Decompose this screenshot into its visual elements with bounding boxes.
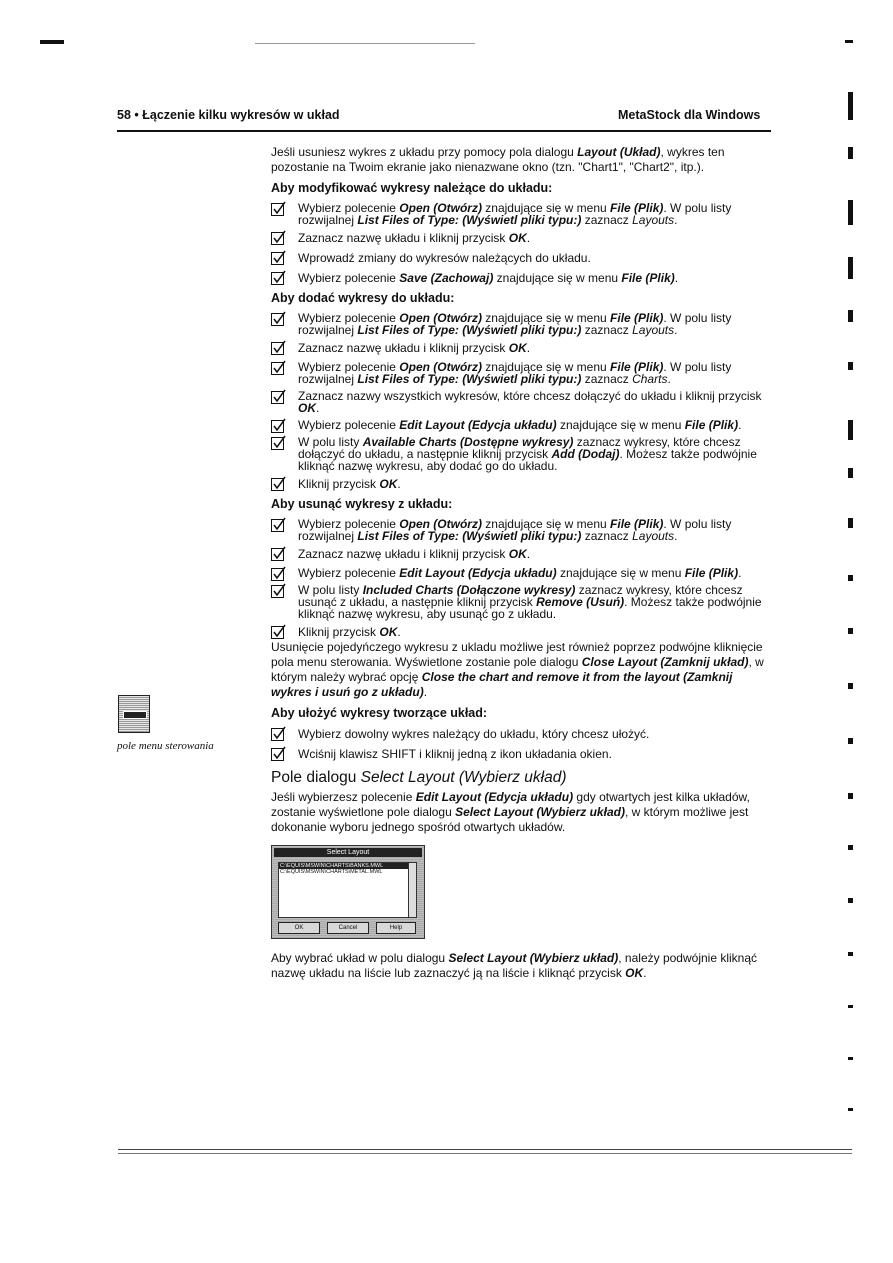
add-heading: Aby dodać wykresy do układu: — [271, 291, 455, 305]
list-item: Wprowadź zmiany do wykresów należących do układu. — [271, 251, 771, 266]
list-item: Zaznacz nazwę układu i kliknij przycisk OK. — [271, 341, 771, 356]
list-item: Wybierz polecenie Edit Layout (Edycja układu) znajdujące się w menu File (Plik). — [271, 567, 771, 579]
list-item: Wybierz polecenie Edit Layout (Edycja układu) znajdujące się w menu File (Plik). — [271, 419, 771, 431]
layout-list[interactable] — [278, 862, 417, 918]
footer-rule — [118, 1153, 852, 1154]
modify-heading: Aby modyfikować wykresy należące do układu: — [271, 181, 553, 195]
intro-paragraph: Jeśli usuniesz wykres z układu przy pomocy pola dialogu Layout (Układ), wykres ten pozostanie na Twoim ekranie jako nienazwane okno (tzn. "Chart1", "Chart2", itp.). — [271, 145, 725, 174]
scan-mark — [848, 200, 853, 225]
running-header-left: 58 • Łączenie kilku wykresów w układ — [117, 108, 340, 122]
help-button[interactable]: Help — [376, 922, 416, 934]
dialog-title: Select Layout — [274, 848, 422, 857]
checkbox-icon — [271, 748, 284, 761]
scan-mark — [848, 420, 853, 440]
list-item: Wybierz dowolny wykres należący do układu, który chcesz ułożyć. — [271, 727, 771, 742]
scan-mark — [848, 793, 853, 799]
checkbox-icon — [271, 342, 284, 355]
scan-mark — [848, 362, 853, 370]
checkbox-icon — [271, 437, 284, 450]
list-item: Wybierz polecenie Open (Otwórz) znajdujące się w menu File (Plik). W polu listy rozwijalnej List Files of Type: (Wyświetl pliki typu:) zaznacz Charts. — [271, 361, 771, 385]
scan-mark — [848, 683, 853, 689]
checkbox-icon — [271, 585, 284, 598]
scrollbar[interactable] — [408, 863, 416, 917]
scan-mark — [848, 575, 853, 581]
list-item: Wybierz polecenie Save (Zachowaj) znajdujące się w menu File (Plik). — [271, 271, 771, 286]
remove-heading: Aby usunąć wykresy z układu: — [271, 497, 453, 511]
list-item: Zaznacz nazwy wszystkich wykresów, które chcesz dołączyć do układu i kliknij przycisk OK. — [271, 390, 771, 414]
checkbox-icon — [271, 420, 284, 433]
section-heading: Pole dialogu Select Layout (Wybierz układ) — [271, 769, 567, 786]
list-item: Wybierz polecenie Open (Otwórz) znajdujące się w menu File (Plik). W polu listy rozwijalnej List Files of Type: (Wyświetl pliki typu:) zaznacz Layouts. — [271, 202, 771, 226]
scan-mark — [845, 40, 853, 43]
sidebar-caption: pole menu sterowania — [117, 740, 214, 752]
ok-button[interactable]: OK — [278, 922, 320, 934]
list-item: Wybierz polecenie Open (Otwórz) znajdujące się w menu File (Plik). W polu listy rozwijalnej List Files of Type: (Wyświetl pliki typu:) zaznacz Layouts. — [271, 312, 771, 336]
scan-mark — [848, 738, 853, 744]
list-item: W polu listy Included Charts (Dołączone wykresy) zaznacz wykresy, które chcesz usunąć z układu, a następnie kliknij przycisk Remove (Usuń). Możesz także podwójnie kliknąć nazwę wykresu, aby usunąć go z układu. — [271, 584, 771, 620]
scan-mark — [40, 40, 64, 44]
cancel-button[interactable]: Cancel — [327, 922, 369, 934]
list-item: Zaznacz nazwę układu i kliknij przycisk OK. — [271, 547, 771, 562]
checkbox-icon — [271, 272, 284, 285]
scan-mark — [848, 468, 853, 478]
arrange-heading: Aby ułożyć wykresy tworzące układ: — [271, 706, 488, 720]
checkbox-icon — [271, 391, 284, 404]
select-layout-dialog — [271, 845, 425, 939]
checkbox-icon — [271, 728, 284, 741]
checkbox-icon — [271, 362, 284, 375]
section-paragraph: Jeśli wybierzesz polecenie Edit Layout (Edycja układu) gdy otwartych jest kilka układów, zostanie wyświetlone pole dialogu Select Layout (Wybierz układ), w którym możliwe jest dokonanie wyboru jednego spośród otwartych układów. — [271, 790, 750, 834]
scan-mark — [848, 952, 853, 956]
scan-mark — [255, 43, 475, 44]
list-item: Kliknij przycisk OK. — [271, 477, 771, 492]
checkbox-icon — [271, 313, 284, 326]
list-item: Wybierz polecenie Open (Otwórz) znajdujące się w menu File (Plik). W polu listy rozwijalnej List Files of Type: (Wyświetl pliki typu:) zaznacz Layouts. — [271, 518, 771, 542]
checkbox-icon — [271, 519, 284, 532]
header-rule — [117, 130, 771, 132]
checkbox-icon — [271, 252, 284, 265]
scan-mark — [848, 1005, 853, 1008]
control-menu-icon — [118, 695, 150, 733]
checkbox-icon — [271, 232, 284, 245]
running-header-right: MetaStock dla Windows — [618, 108, 761, 122]
list-item[interactable]: C:\EQUIS\MSWIN\CHARTS\METAL.MWL — [280, 869, 383, 875]
footer-rule — [118, 1149, 852, 1150]
scan-mark — [848, 92, 853, 120]
scan-mark — [848, 845, 853, 850]
list-item: W polu listy Available Charts (Dostępne wykresy) zaznacz wykresy, które chcesz dołączyć do układu, a następnie kliknij przycisk Add (Dodaj). Możesz także podwójnie kliknąć nazwę wykresu, aby dodać go do układu. — [271, 436, 771, 472]
main-content — [271, 145, 771, 987]
checkbox-icon — [271, 626, 284, 639]
scan-mark — [848, 1108, 853, 1111]
scan-mark — [848, 628, 853, 634]
list-item: Wciśnij klawisz SHIFT i kliknij jedną z ikon układania okien. — [271, 747, 771, 762]
scan-mark — [848, 898, 853, 903]
scan-mark — [848, 1057, 853, 1060]
scan-mark — [848, 257, 853, 279]
scan-mark — [848, 310, 853, 322]
list-item: Kliknij przycisk OK. — [271, 625, 771, 640]
scan-mark — [848, 147, 853, 159]
list-item: Zaznacz nazwę układu i kliknij przycisk OK. — [271, 231, 771, 246]
checkbox-icon — [271, 478, 284, 491]
control-menu-paragraph: Usunięcie pojedyńczego wykresu z ukladu możliwe jest również poprzez podwójne kliknięcie pola menu sterowania. Wyświetlone zostanie pole dialogu Close Layout (Zamknij układ), w którym należy wybrać opcję Close the chart and remove it from the layout (Zamknij wykres i usuń go z układu). — [271, 640, 764, 699]
checkbox-icon — [271, 548, 284, 561]
scan-mark — [848, 518, 853, 528]
checkbox-icon — [271, 203, 284, 216]
list-item[interactable]: C:\EQUIS\MSWIN\CHARTS\BANKS.MWL — [279, 863, 416, 869]
checkbox-icon — [271, 568, 284, 581]
closing-paragraph: Aby wybrać układ w polu dialogu Select Layout (Wybierz układ), należy podwójnie kliknąć nazwę układu na liście lub zaznaczyć ją na liście i kliknąć przycisk OK. — [271, 951, 758, 980]
